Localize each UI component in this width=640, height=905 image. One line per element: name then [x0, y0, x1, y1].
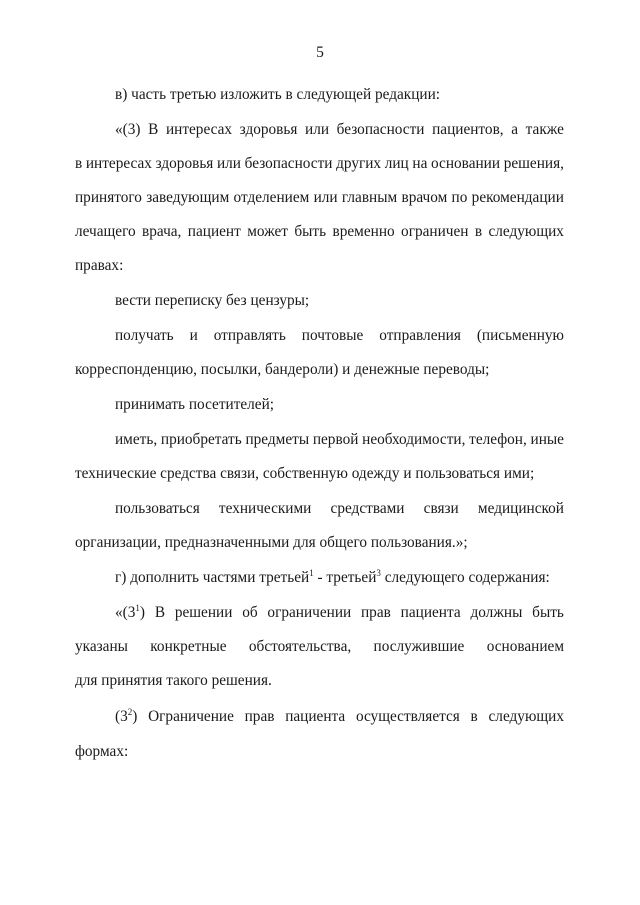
word: прав	[361, 604, 391, 621]
paragraph-line	[115, 121, 564, 139]
word: заведующим	[146, 189, 230, 206]
word: решении	[174, 604, 233, 621]
word: или	[305, 121, 330, 138]
page-number: 5	[316, 44, 324, 61]
word: или	[313, 189, 338, 206]
paragraph-line: формах:	[75, 743, 129, 760]
word: интересах	[85, 155, 152, 172]
word: ограничен	[401, 223, 469, 240]
word: иметь,	[115, 431, 158, 448]
word: приобретать	[160, 431, 242, 448]
word: пациент	[187, 223, 241, 240]
word: а	[511, 121, 519, 138]
word: по	[451, 189, 468, 206]
word: пациента	[285, 708, 346, 725]
word: конкретные	[150, 638, 227, 655]
superscript: 2	[127, 707, 133, 717]
word: осуществляется	[355, 708, 460, 725]
word: почтовые	[301, 327, 364, 344]
word: здоровья	[239, 121, 298, 138]
word: или	[216, 155, 241, 172]
word: и	[189, 327, 198, 344]
word: отправлять	[213, 327, 286, 344]
word: пользоваться	[115, 500, 200, 517]
word: в	[474, 223, 483, 240]
paragraph-line: технические средства связи, собственную одежду и пользоваться ими;	[75, 465, 535, 482]
paragraph-line	[115, 431, 564, 449]
word: быть	[532, 604, 564, 621]
word: отправления	[379, 327, 461, 344]
word: главным	[341, 189, 398, 206]
word: первой	[312, 431, 359, 448]
paragraph-line: г) дополнить частями третьей$^1$ - третьей$^3$ следующего содержания:	[115, 568, 550, 586]
paragraph-line	[75, 638, 564, 656]
word: В	[148, 121, 159, 138]
word: врача,	[142, 223, 182, 240]
word: обстоятельства,	[248, 638, 352, 655]
word: техническими	[218, 500, 312, 517]
word: здоровья	[155, 155, 214, 172]
word: должны	[470, 604, 523, 621]
word: $(3^2)$	[115, 707, 138, 725]
word: ограничении	[267, 604, 352, 621]
word: врачом	[401, 189, 448, 206]
word: быть	[294, 223, 327, 240]
paragraph-line: правах:	[75, 257, 124, 274]
word: Ограничение	[148, 708, 234, 725]
word: временно	[332, 223, 395, 240]
word: (письменную	[476, 327, 564, 344]
word: «(3)	[115, 121, 141, 138]
word: интересах	[165, 121, 233, 138]
word: средствами	[330, 500, 405, 517]
paragraph-line: для принятия такого решения.	[75, 672, 272, 689]
word: В	[154, 604, 166, 621]
paragraph-line: корреспонденцию, посылки, бандероли) и денежные переводы;	[75, 361, 490, 378]
superscript: 1	[309, 568, 314, 578]
word: «$(3^1)$	[115, 603, 146, 621]
paragraph-line	[75, 155, 564, 173]
paragraph-line	[115, 708, 564, 726]
paragraph-line	[75, 223, 564, 241]
word: получать	[115, 327, 174, 344]
paragraph-line	[115, 327, 564, 345]
word: лиц	[384, 155, 409, 172]
word: в	[470, 708, 478, 725]
word: пациента	[400, 604, 461, 621]
word: основании	[431, 155, 501, 172]
word: прав	[244, 708, 275, 725]
word: может	[247, 223, 288, 240]
paragraph-line: в) часть третью изложить в следующей редакции:	[115, 86, 441, 103]
word: безопасности	[244, 155, 333, 172]
word: отделением	[233, 189, 310, 206]
paragraph-line: принимать посетителей;	[115, 396, 275, 413]
paragraph-line: организации, предназначенными для общего пользования.»;	[75, 534, 468, 551]
word: в	[75, 155, 83, 172]
word: решения,	[503, 155, 564, 172]
word: лечащего	[75, 223, 136, 240]
paragraph-line	[75, 189, 564, 207]
word: других	[336, 155, 382, 172]
paragraph-line	[115, 500, 564, 518]
word: основанием	[486, 638, 564, 655]
word: безопасности	[336, 121, 425, 138]
word: телефон,	[469, 431, 527, 448]
word: указаны	[75, 638, 128, 655]
word: рекомендации	[471, 189, 564, 206]
word: следующих	[488, 223, 564, 240]
word: иные	[530, 431, 564, 448]
paragraph-line: вести переписку без цензуры;	[115, 292, 310, 309]
word: принятого	[75, 189, 142, 206]
word: также	[525, 121, 564, 138]
word: связи	[423, 500, 459, 517]
word: медицинской	[477, 500, 564, 517]
paragraph-line	[115, 604, 564, 622]
word: на	[412, 155, 428, 172]
superscript: 3	[376, 568, 381, 578]
word: об	[242, 604, 258, 621]
word: предметы	[245, 431, 310, 448]
word: необходимости,	[362, 431, 466, 448]
word: следующих	[488, 708, 564, 725]
superscript: 1	[135, 603, 140, 613]
word: пациентов,	[432, 121, 504, 138]
word: послужившие	[373, 638, 465, 655]
